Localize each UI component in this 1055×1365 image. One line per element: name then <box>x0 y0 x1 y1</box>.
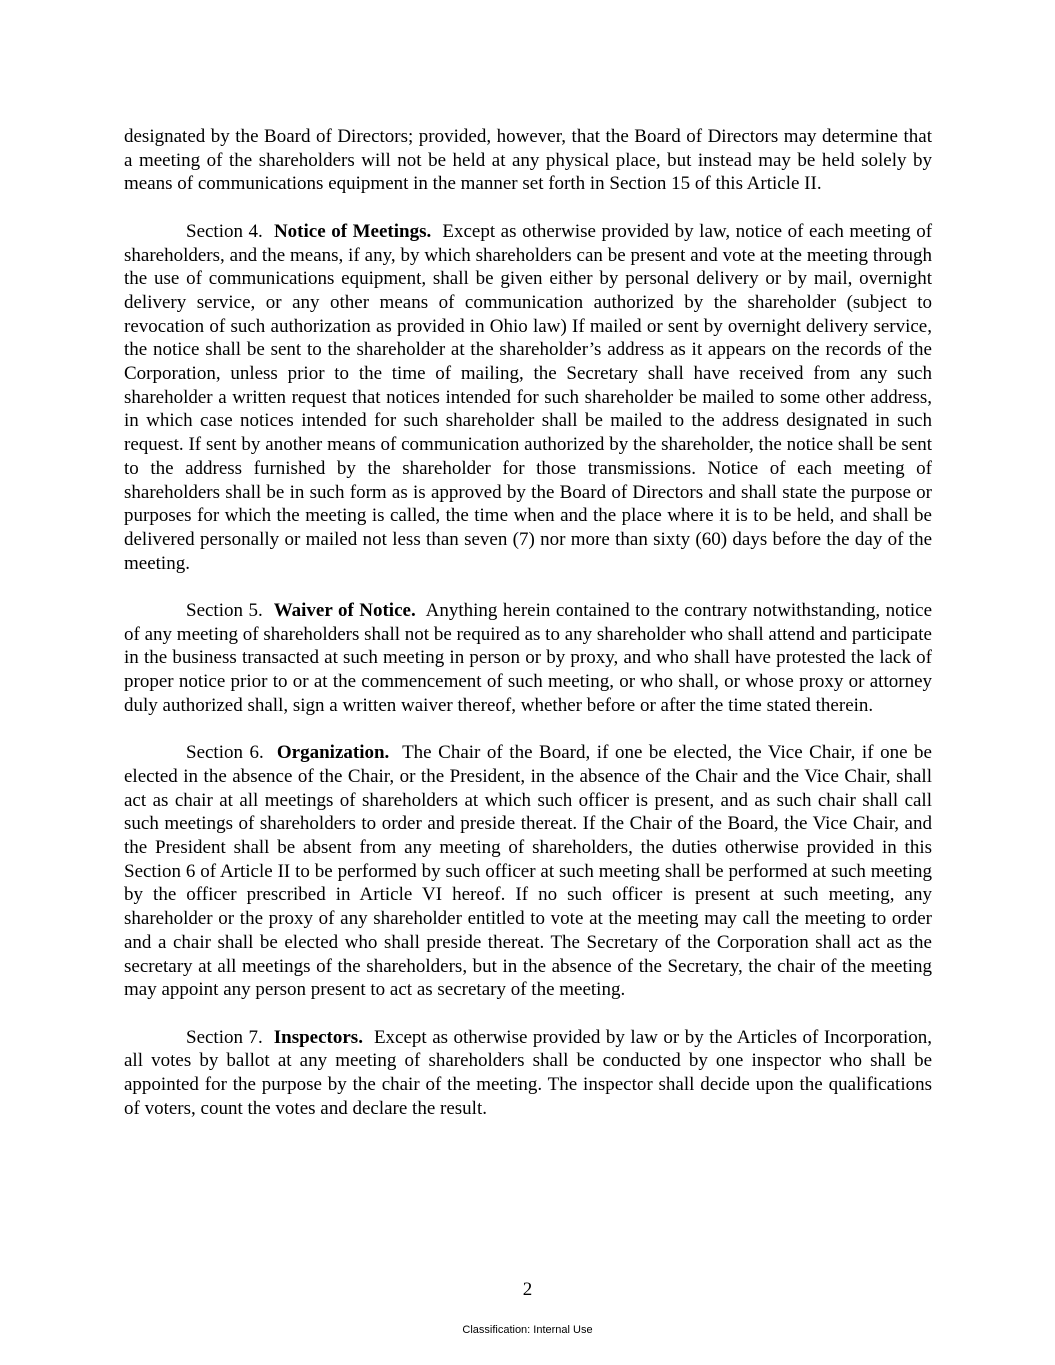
section-6-paragraph <box>124 741 932 1002</box>
section-4-number: Section 4. <box>186 220 263 242</box>
section-4-paragraph <box>124 220 932 576</box>
section-6-title: Organization. <box>276 742 390 764</box>
section-7-title: Inspectors. <box>273 1026 363 1048</box>
page-number: 2 <box>522 1279 533 1300</box>
section-7-number: Section 7. <box>186 1026 263 1048</box>
section-5-paragraph <box>124 599 932 718</box>
continuation-paragraph: designated by the Board of Directors; provided, however, that the Board of Directors may determine that a meeting of the shareholders will not be held at any physical place, but instead may be held solely by means of communications equipment in the manner set forth in Section 15 of this Article II. <box>124 126 932 195</box>
section-6-body: The Chair of the Board, if one be elected, the Vice Chair, if one be elected in the absence of the Chair, or the President, in the absence of the Chair and the Vice Chair, shall act as chair at all meetings of shareholders at which such officer is present, and as such chair shall call such meetings of shareholders to order and preside thereat. If the Chair of the Board, the Vice Chair, and the President shall be absent from any meeting of shareholders, the duties otherwise provided in this Section 6 of Article II to be performed by such officer at such meeting shall be performed at such meeting by the officer prescribed in Article VI hereof. If no such officer is present at such meeting, any shareholder or the proxy of any shareholder entitled to vote at the meeting may call the meeting to order and a chair shall be elected who shall preside thereat. The Secretary of the Corporation shall act as the secretary at all meetings of the shareholders, but in the absence of the Secretary, the chair of the meeting may appoint any person present to act as secretary of the meeting. <box>124 742 932 1001</box>
document-body <box>124 125 932 1144</box>
section-5-number: Section 5. <box>186 600 263 622</box>
section-5-title: Waiver of Notice. <box>273 600 416 622</box>
section-6-number: Section 6. <box>186 742 264 764</box>
section-4-body: Except as otherwise provided by law, notice of each meeting of shareholders, and the means, if any, by which shareholders can be present and vote at the meeting through the use of communications equipment, shall be given either by personal delivery or by mail, overnight delivery service, or any other means of communication authorized by the shareholder (subject to revocation of such authorization as provided in Ohio law) If mailed or sent by overnight delivery service, the notice shall be sent to the shareholder at the shareholder’s address as it appears on the records of the Corporation, unless prior to the time of mailing, the Secretary shall have received from any such shareholder a written request that notices intended for such shareholder be mailed to some other address, in which case notices intended for such shareholder shall be mailed to the address designated in such request. If sent by another means of communication authorized by the shareholder, the notice shall be sent to the address furnished by the shareholder for those transmissions. Notice of each meeting of shareholders shall be in such form as is approved by the Board of Directors and shall state the purpose or purposes for which the meeting is called, the time when and the place where it is to be held, and shall be delivered personally or mailed not less than seven (7) nor more than sixty (60) days before the day of the meeting. <box>124 220 933 574</box>
classification-label: Classification: Internal Use <box>462 1324 593 1336</box>
section-5-body: Anything herein contained to the contrary notwithstanding, notice of any meeting of shareholders shall not be required as to any shareholder who shall attend and participate in the business transacted at such meeting in person or by proxy, and who shall have protested the lack of proper notice prior to or at the commencement of such meeting, or who shall, or whose proxy or attorney duly authorized shall, sign a written waiver thereof, whether before or after the time stated therein. <box>124 600 933 716</box>
section-4-title: Notice of Meetings. <box>273 220 432 242</box>
section-7-body: Except as otherwise provided by law or by the Articles of Incorporation, all votes by ballot at any meeting of shareholders shall be conducted by one inspector who shall be appointed for the purpose by the chair of the meeting. The inspector shall decide upon the qualifications of voters, count the votes and declare the result. <box>124 1026 932 1119</box>
section-7-paragraph <box>124 1026 932 1121</box>
